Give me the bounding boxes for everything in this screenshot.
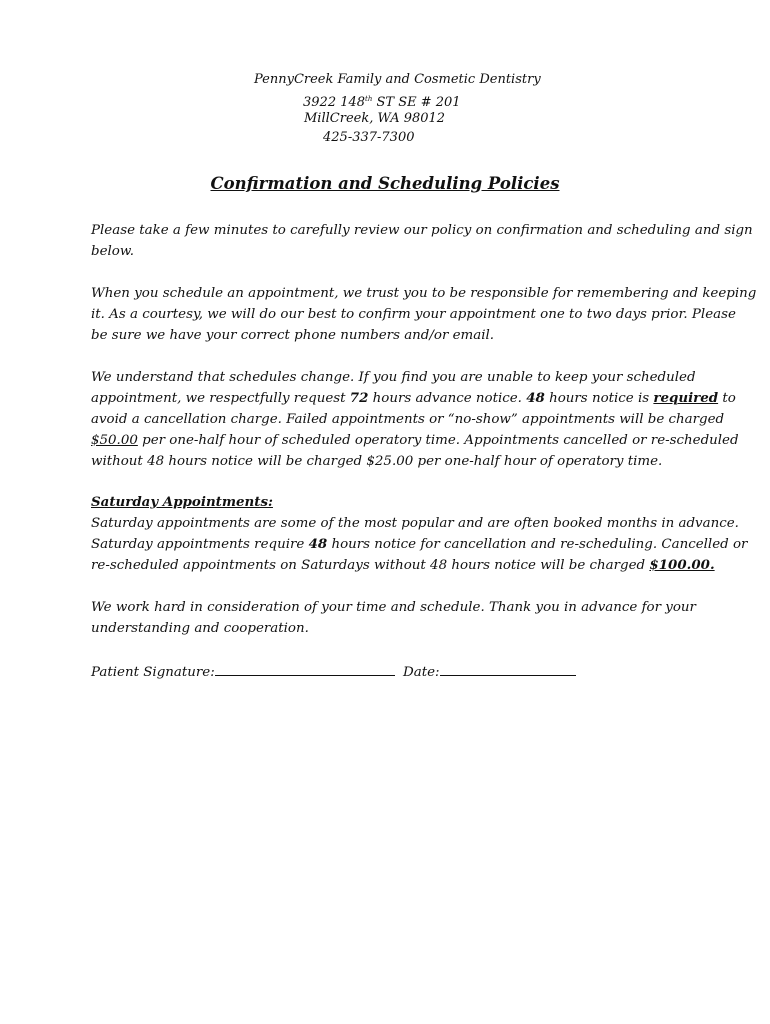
practice-name: PennyCreek Family and Cosmetic Dentistry — [254, 72, 541, 87]
date-field[interactable] — [440, 661, 576, 676]
text-run: hours notice is — [544, 391, 654, 406]
advance-notice-hours: 72 — [349, 390, 369, 406]
responsibility-line: be sure we have your correct phone numbers and/or email. — [91, 328, 495, 343]
address-suffix: th — [365, 95, 373, 103]
cancellation-paragraph — [91, 367, 739, 472]
saturday-heading-text: Saturday Appointments: — [91, 494, 273, 510]
saturday-line — [91, 534, 748, 555]
address-rest: ST SE # 201 — [372, 95, 461, 110]
saturday-heading — [91, 492, 691, 513]
closing-paragraph — [91, 597, 696, 639]
patient-signature-label: Patient Signature: — [91, 665, 215, 680]
intro-paragraph — [91, 220, 753, 262]
saturday-section — [91, 492, 748, 576]
cancellation-line: without 48 hours notice will be charged $25.00 per one-half hour of operatory time. — [91, 454, 663, 469]
responsibility-line: When you schedule an appointment, we trust you to be responsible for remembering and keeping — [91, 286, 757, 301]
cancellation-line — [91, 388, 736, 409]
document-title: Confirmation and Scheduling Policies — [210, 174, 560, 193]
required-notice-hours: 48 — [526, 390, 545, 406]
saturday-line — [91, 555, 715, 576]
saturday-notice-hours: 48 — [308, 536, 328, 552]
cancellation-line: avoid a cancellation charge. Failed appointments or “no-show” appointments will be charged — [91, 412, 725, 427]
text-run: appointment, we respectfully request — [91, 391, 350, 406]
phone-number: 425-337-7300 — [323, 130, 415, 145]
text-run: to — [718, 391, 736, 406]
signature-row — [91, 661, 576, 683]
patient-signature-field[interactable] — [215, 661, 395, 676]
text-run: hours notice for cancellation and re-scheduling. Cancelled or — [327, 537, 748, 552]
text-run: per one-half hour of scheduled operatory time. Appointments cancelled or re-scheduled — [137, 433, 739, 448]
closing-line: We work hard in consideration of your time and schedule. Thank you in advance for your — [91, 600, 696, 615]
closing-line: understanding and cooperation. — [91, 621, 309, 636]
responsibility-paragraph — [91, 283, 757, 346]
required-emphasis: required — [653, 390, 719, 406]
saturday-fee: $100.00. — [649, 557, 715, 573]
intro-line: Please take a few minutes to carefully review our policy on confirmation and scheduling and sign — [91, 223, 753, 238]
date-label: Date: — [403, 665, 440, 680]
no-show-fee: $50.00 — [91, 433, 138, 448]
text-run: Saturday appointments require — [91, 537, 309, 552]
text-run: re-scheduled appointments on Saturdays without 48 hours notice will be charged — [91, 558, 650, 573]
intro-line: below. — [91, 244, 134, 259]
address-number: 3922 148 — [303, 95, 366, 110]
responsibility-line: it. As a courtesy, we will do our best to confirm your appointment one to two days prior. Please — [91, 307, 736, 322]
city-state-zip: MillCreek, WA 98012 — [304, 111, 446, 126]
cancellation-line — [91, 430, 739, 451]
cancellation-line: We understand that schedules change. If you find you are unable to keep your scheduled — [91, 370, 696, 385]
text-run: hours advance notice. — [368, 391, 527, 406]
saturday-line: Saturday appointments are some of the most popular and are often booked months in advance. — [91, 516, 739, 531]
